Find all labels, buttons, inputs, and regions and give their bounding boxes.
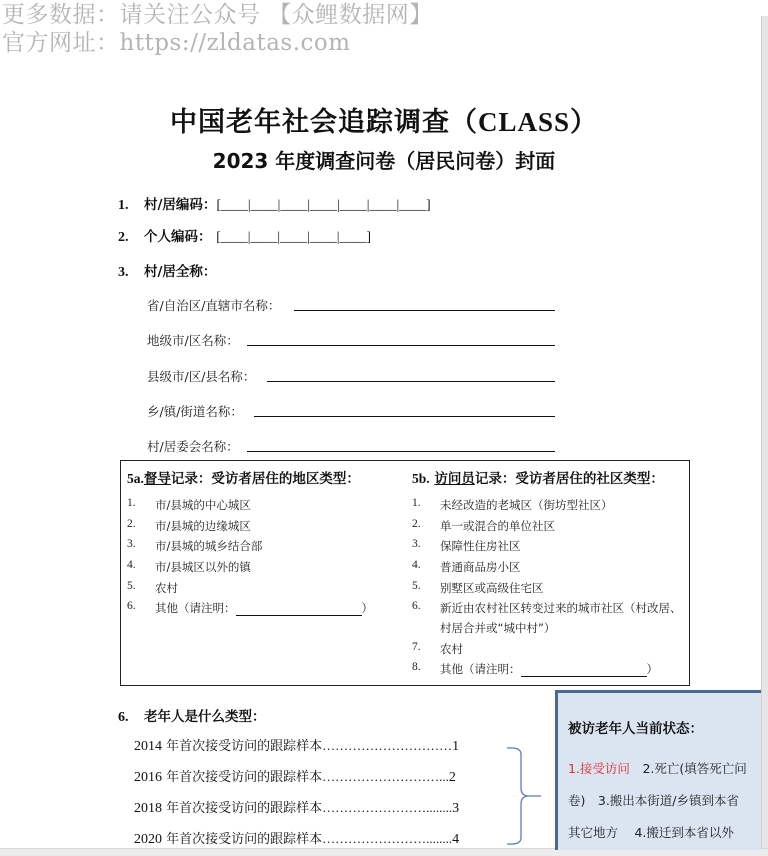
- village-code-input[interactable]: [____|____|____|____|____|____|____]: [216, 197, 431, 212]
- committee-label: 村/居委会名称：: [147, 439, 239, 454]
- document-title: 中国老年社会追踪调查（CLASS）: [169, 107, 599, 138]
- question-village-code: 1. 村/居编码：[____|____|____|____|____|____|____]: [118, 197, 431, 213]
- sample-option-2016[interactable]: 2016 年首次接受访问的跟踪样本………………………...2: [134, 769, 456, 785]
- watermark-line-2: 官方网址：https://zldatas.com: [2, 30, 351, 56]
- q5b-other-input[interactable]: [521, 665, 647, 677]
- personal-code-input[interactable]: [____|____|____|____|____]: [216, 229, 372, 244]
- township-input[interactable]: [254, 416, 555, 417]
- document-subtitle: 2023 年度调查问卷（居民问卷）封面: [212, 149, 556, 173]
- province-label: 省/自治区/直辖市名称：: [147, 298, 281, 313]
- prefecture-input[interactable]: [247, 345, 555, 346]
- status-title: 被访老年人当前状态：: [568, 721, 703, 737]
- township-label: 乡/镇/街道名称：: [147, 404, 243, 419]
- committee-input[interactable]: [247, 451, 555, 452]
- status-line-3: 其它地方 4.搬迁到本省以外: [568, 825, 734, 840]
- sample-option-2018[interactable]: 2018 年首次接受访问的跟踪样本……………………........3: [134, 800, 460, 816]
- county-label: 县级市/区/县名称：: [147, 369, 256, 384]
- question-village-name: 3. 村/居全称：: [118, 264, 217, 280]
- sample-option-2020[interactable]: 2020 年首次接受访问的跟踪样本……………………........4: [134, 831, 460, 847]
- watermark-line-1: 更多数据：请关注公众号 【众鲤数据网】: [2, 2, 433, 28]
- province-input[interactable]: [294, 310, 555, 311]
- sample-option-2014[interactable]: 2014 年首次接受访问的跟踪样本…………………………1: [134, 738, 460, 754]
- question-elder-type: 6. 老年人是什么类型：: [118, 709, 266, 725]
- question-personal-code: 2. 个人编码： [____|____|____|____|____]: [118, 229, 372, 245]
- elder-status-box: [555, 690, 761, 850]
- county-input[interactable]: [267, 381, 555, 382]
- area-type-box: 5a.督导记录：受访者居住的地区类型： 5b. 访问员记录：受访者居住的社区类型： 1. 市/县城的中心城区 2. 市/县城的边缘城区 3. 市/县城的城乡结合部 4. 市/县城区以外的镇 5. 农村 6. 其他（请注明： ） 1. 未经改造的老城区（街坊型社区） 2. 单一或混合的单位社区 3. 保障性住房社区 4. 普通商品房小区 5. 别墅区或高级住宅区 6. 新近由农村社区转变过来的城市社区（村改居、 村居合并或“城中村”） 7. 农村 8. 其他（请注明： ）: [120, 460, 690, 686]
- q5b-heading: 5b. 访问员记录：受访者居住的社区类型：: [412, 471, 664, 487]
- status-line-2: 卷) 3.搬出本街道/乡镇到本省: [568, 793, 740, 808]
- status-line-1: 1.接受访问 2.死亡(填答死亡问: [568, 761, 747, 776]
- q5a-other-input[interactable]: [236, 604, 362, 616]
- prefecture-label: 地级市/区名称：: [147, 333, 239, 348]
- right-brace-icon: [505, 744, 545, 848]
- q5a-heading: 5a.督导记录：受访者居住的地区类型：: [127, 471, 360, 487]
- page-scroll-gutter[interactable]: [761, 16, 768, 856]
- status-option-interviewed[interactable]: 1.接受访问: [568, 761, 630, 776]
